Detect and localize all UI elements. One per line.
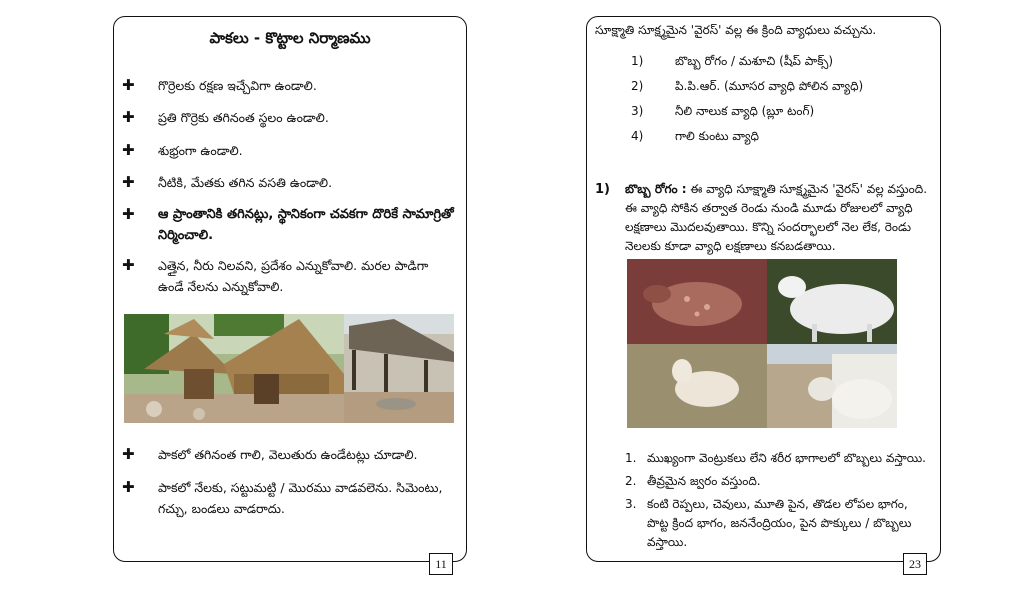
symptom-text: కంటి రెప్పలు, చెవులు, మూతి పైన, తొడల లోపల భాగం, పొట్ట క్రింద భాగం, జననేంద్రియం, పైన పొక్కులు / బొబ్బలు వస్తాయి. [647, 497, 912, 549]
symptom-item [625, 495, 930, 552]
section-title: బొబ్బ రోగం : [625, 182, 687, 196]
plus-icon: ✚ [122, 445, 135, 463]
bullet-item [122, 107, 456, 128]
symptom-number: 3. [625, 497, 637, 511]
symptom-text: ముఖ్యంగా వెంట్రుకలు లేని శరీర భాగాలలో బొబ్బలు వస్తాయి. [647, 451, 926, 465]
disease-name: నీలి నాలుక వ్యాధి (బ్లూ టంగ్) [675, 104, 815, 118]
disease-name: పి.పి.ఆర్. (మూసర వ్యాధి పోలిన వ్యాధి) [675, 79, 864, 93]
left-page [113, 16, 467, 571]
bullet-text: ఎత్తైన, నీరు నిలవని, ప్రదేశం ఎన్నుకోవాలి. మరల పాడిగా ఉండే నేలను ఎన్నుకోవాలి. [158, 258, 429, 294]
plus-icon: ✚ [122, 478, 135, 496]
bullet-item [122, 75, 456, 96]
bullet-item [122, 140, 456, 161]
symptom-number: 2. [625, 474, 637, 488]
sheep-pox-photos [627, 259, 897, 428]
section-text: ఈ వ్యాధి సూక్ష్మాతి సూక్ష్మమైన 'వైరస్' వల్ల వస్తుంది. ఈ వ్యాధి సోకిన తర్వాత రెండు నుండి మూడు రోజులలో వ్యాధి లక్షణాలు మొదలవుతాయి. కొన్ని సందర్భాలలో నెల లేక, రెండు నెలలకు కూడా వ్యాధి లక్షణాలు కనబడతాయి. [625, 182, 928, 253]
bullet-item [122, 172, 456, 193]
page-title: పాకలు - కొట్టాల నిర్మాణము [209, 29, 371, 47]
disease-item [631, 129, 759, 146]
bullet-text: పాకలో తగినంత గాలి, వెలుతురు ఉండేటట్లు చూడాలి. [158, 447, 418, 462]
bullet-text: ప్రతి గొర్రెకు తగినంత స్థలం ఉండాలి. [158, 110, 329, 125]
symptom-item [625, 449, 930, 468]
bullet-text: నీటికి, మేతకు తగిన వసతి ఉండాలి. [158, 175, 333, 190]
bullet-item [122, 255, 456, 297]
bullet-text: పాకలో నేలకు, సట్టుమట్టి / మొరము వాడవలెను. సిమెంటు, గచ్చు, బండలు వాడరాదు. [158, 480, 443, 516]
plus-icon: ✚ [122, 141, 135, 159]
page-number: 11 [429, 553, 453, 575]
sheep-pox-section [595, 180, 930, 256]
plus-icon: ✚ [122, 108, 135, 126]
disease-number: 3) [631, 104, 644, 118]
disease-number: 2) [631, 79, 644, 93]
symptom-item [625, 472, 930, 491]
page-number: 23 [903, 553, 927, 575]
bullet-text: గొర్రెలకు రక్షణ ఇచ్చేవిగా ఉండాలి. [158, 78, 317, 93]
bullet-item [122, 204, 456, 246]
disease-item [631, 104, 814, 121]
thatched-sheds-photo [124, 314, 454, 423]
plus-icon: ✚ [122, 205, 135, 223]
bullet-item [122, 477, 456, 519]
symptom-text: తీవ్రమైన జ్వరం వస్తుంది. [647, 474, 761, 488]
disease-item [631, 54, 833, 71]
right-page [586, 16, 941, 571]
symptom-number: 1. [625, 451, 637, 465]
intro-text: సూక్ష్మాతి సూక్ష్మమైన 'వైరస్' వల్ల ఈ క్రింది వ్యాధులు వచ్చును. [595, 23, 877, 37]
bullet-text: శుభ్రంగా ఉండాలి. [158, 143, 243, 158]
disease-item [631, 79, 863, 96]
plus-icon: ✚ [122, 76, 135, 94]
plus-icon: ✚ [122, 173, 135, 191]
disease-number: 4) [631, 129, 644, 143]
disease-name: బొబ్బ రోగం / మశూచి (షీప్ పాక్స్) [675, 54, 834, 68]
section-number: 1) [595, 182, 610, 197]
plus-icon: ✚ [122, 256, 135, 274]
disease-name: గాలి కుంటు వ్యాధి [675, 129, 759, 143]
bullet-text: ఆ ప్రాంతానికి తగినట్లు, స్థానికంగా చవకగా దొరికే సామాగ్రితో నిర్మించాలి. [158, 207, 454, 243]
disease-number: 1) [631, 54, 644, 68]
bullet-item [122, 444, 456, 465]
